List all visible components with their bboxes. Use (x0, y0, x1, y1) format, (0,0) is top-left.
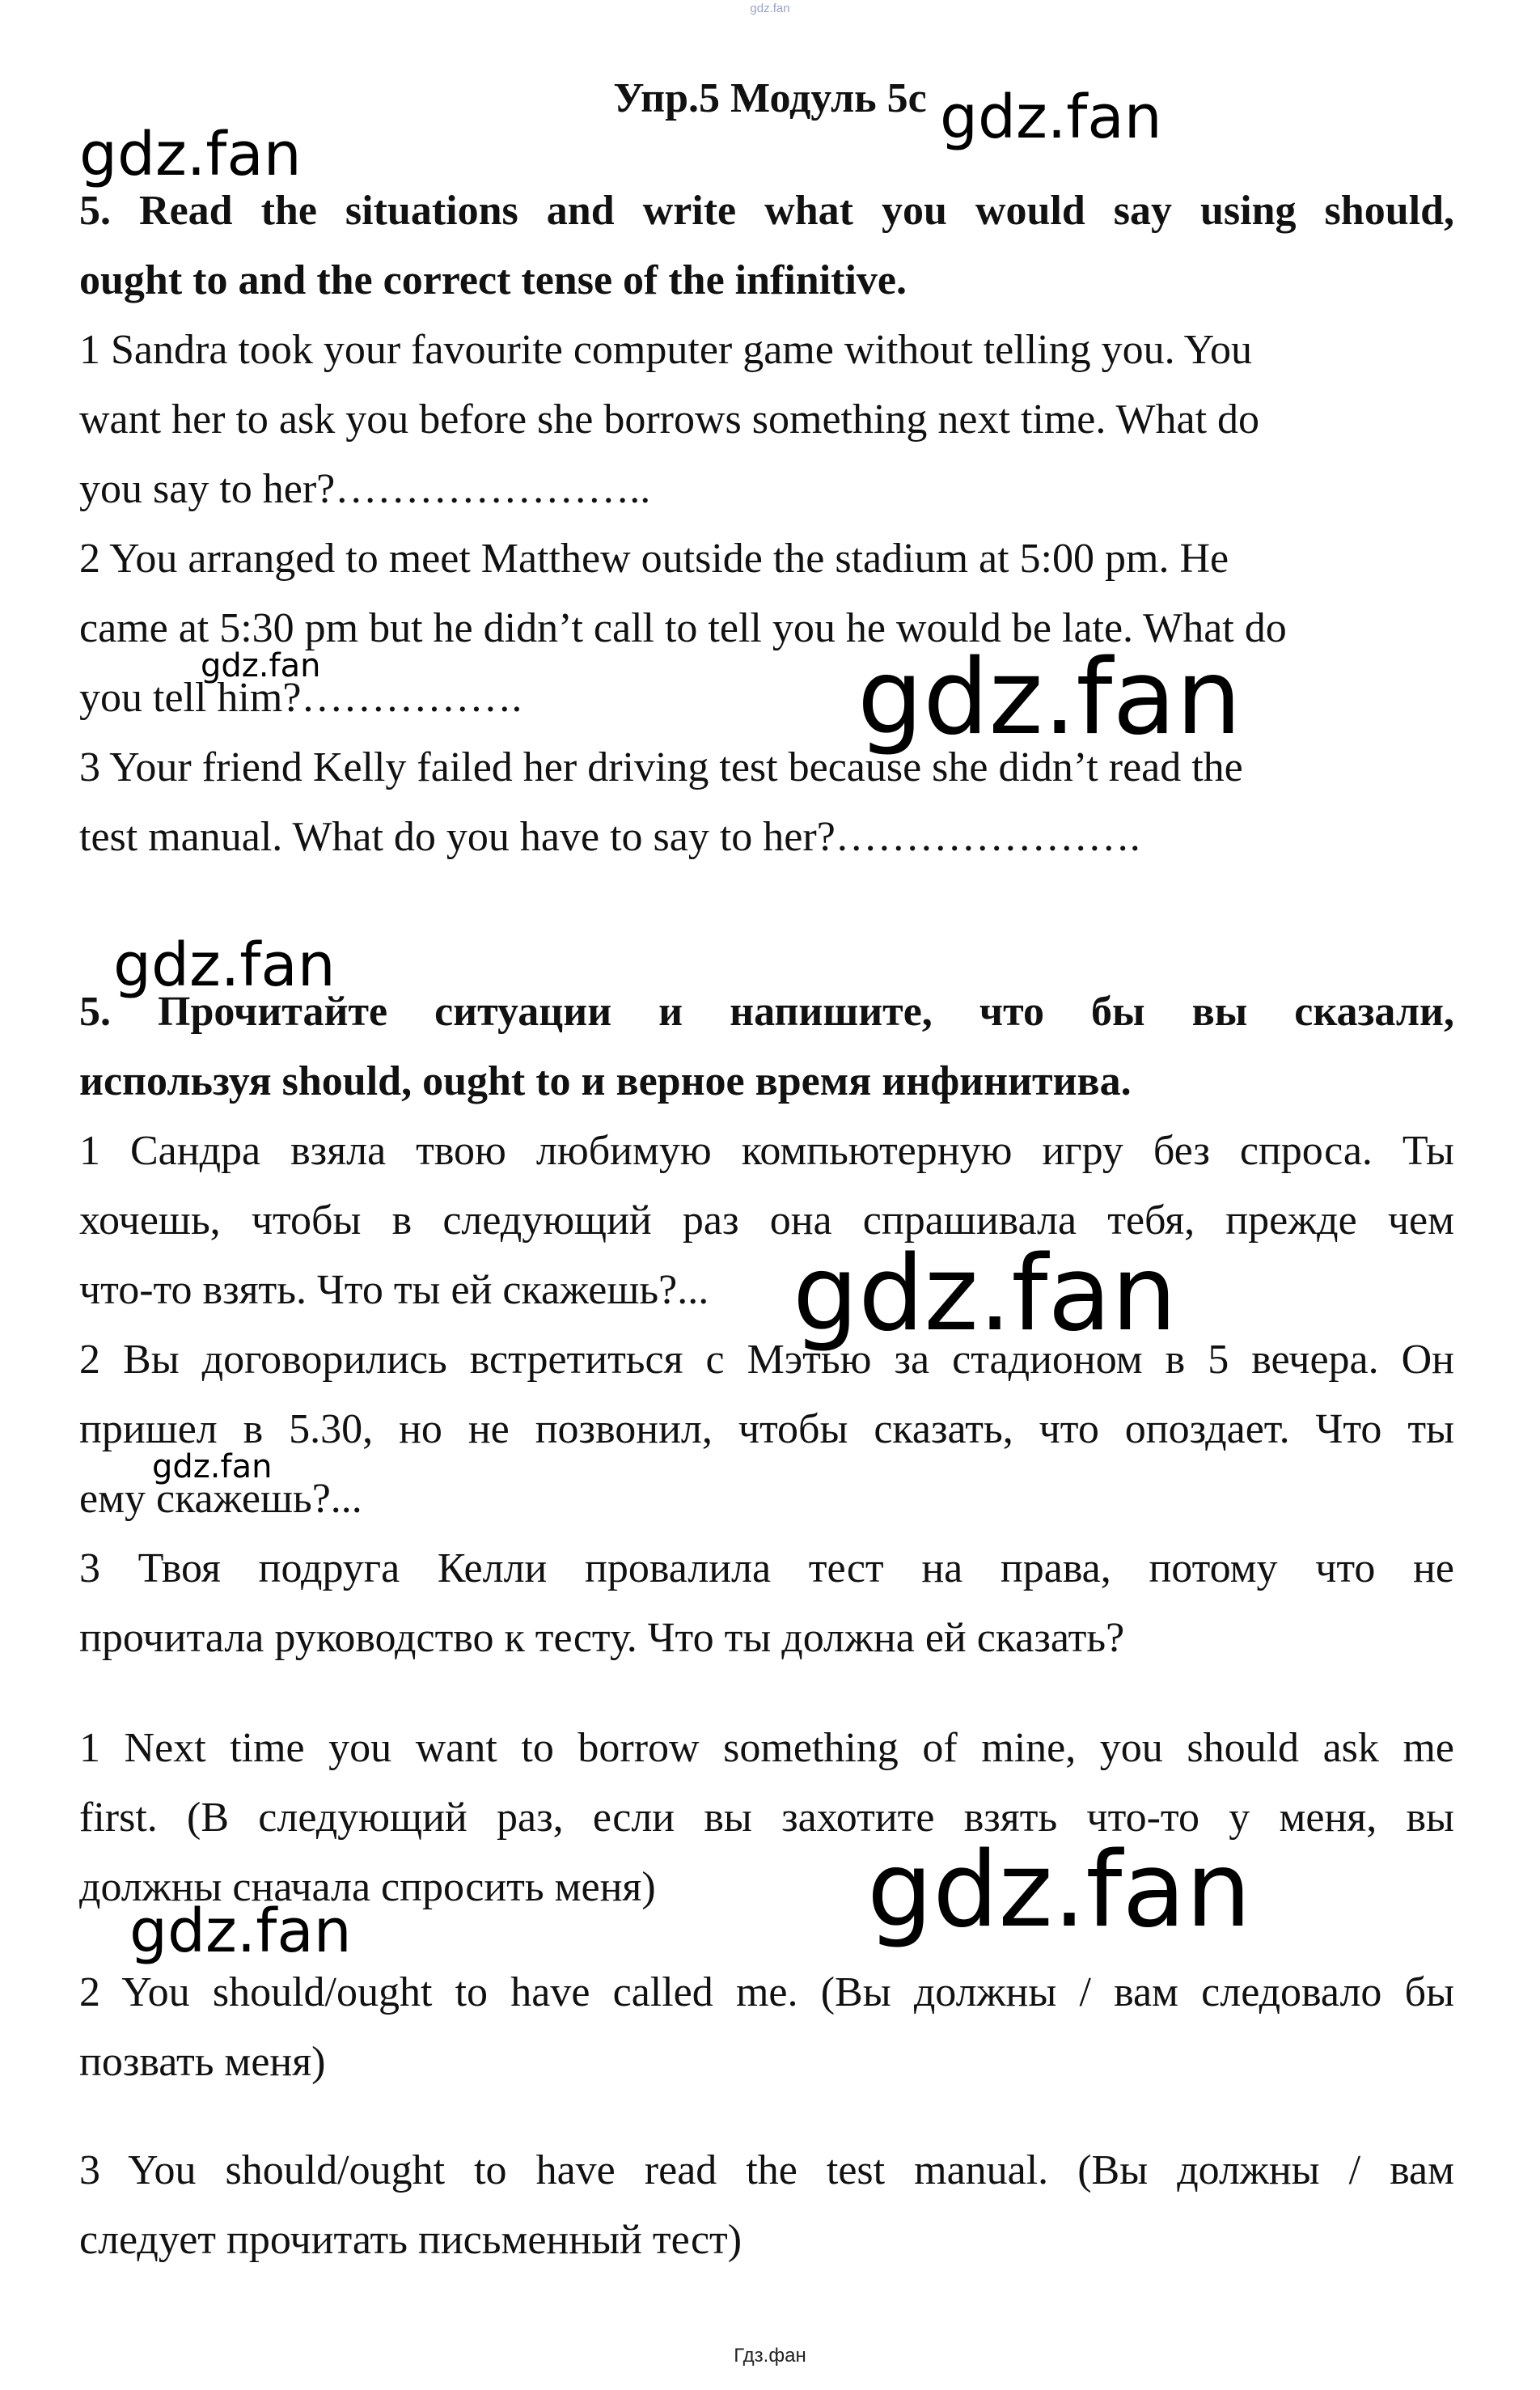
answer-1-line: должны сначала спросить меня) (79, 1864, 656, 1910)
watermark: gdz.fan (867, 1830, 1251, 1951)
english-task-line: 2 You arranged to meet Matthew outside the stadium at 5:00 pm. He (79, 536, 1229, 582)
watermark: gdz.fan (79, 120, 302, 189)
russian-task-line: пришел в 5.30, но не позвонил, чтобы сказать, что опоздает. Что ты (79, 1406, 1454, 1452)
russian-task-line: 3 Твоя подруга Келли провалила тест на права, потому что не (79, 1545, 1454, 1591)
answer-3-line: 3 You should/ought to have read the test manual. (Вы должны / вам (79, 2147, 1454, 2193)
russian-task-heading-line-1: 5. Прочитайте ситуации и напишите, что бы вы сказали, (79, 989, 1454, 1035)
watermark: gdz.fan (857, 638, 1242, 758)
page-title: Упр.5 Модуль 5с (613, 75, 927, 121)
english-task-line: 1 Sandra took your favourite computer game without telling you. You (79, 327, 1253, 373)
english-task-line: test manual. What do you have to say to her?…………………. (79, 814, 1140, 860)
answer-2-line: 2 You should/ought to have called me. (Вы должны / вам следовало бы (79, 1969, 1454, 2015)
english-task-line: you tell him?……………. (79, 675, 522, 721)
english-task-line: want her to ask you before she borrows something next time. What do (79, 396, 1260, 443)
watermark: gdz.fan (201, 647, 321, 684)
russian-task-heading-line-2: используя should, ought to и верное время инфинитива. (79, 1058, 1132, 1104)
watermark: gdz.fan (940, 83, 1162, 152)
russian-task-line: 2 Вы договорились встретиться с Мэтью за стадионом в 5 вечера. Он (79, 1337, 1454, 1383)
russian-task-line: ему скажешь?... (79, 1476, 362, 1522)
watermark: gdz.fan (152, 1448, 273, 1485)
english-task-heading-line-1: 5. Read the situations and write what you would say using should, (79, 188, 1454, 234)
russian-task-line: что-то взять. Что ты ей скажешь?... (79, 1267, 709, 1313)
answer-1-line: 1 Next time you want to borrow something of mine, you should ask me (79, 1725, 1454, 1771)
header-watermark: gdz.fan (750, 2, 790, 15)
answer-2-line: позвать меня) (79, 2039, 326, 2085)
english-task-line: you say to her?………………….. (79, 466, 651, 512)
russian-task-line: прочитала руководство к тесту. Что ты должна ей сказать? (79, 1615, 1125, 1661)
footer-text: Гдз.фан (734, 2345, 806, 2367)
watermark: gdz.fan (113, 930, 336, 1000)
english-task-line: came at 5:30 pm but he didn’t call to tell you he would be late. What do (79, 605, 1287, 651)
answer-3-line: следует прочитать письменный тест) (79, 2217, 742, 2263)
russian-task-line: хочешь, чтобы в следующий раз она спрашивала тебя, прежде чем (79, 1197, 1454, 1244)
answer-1-line: first. (В следующий раз, если вы захотите взять что-то у меня, вы (79, 1795, 1454, 1841)
english-task-heading-line-2: ought to and the correct tense of the infinitive. (79, 257, 908, 303)
english-task-line: 3 Your friend Kelly failed her driving test because she didn’t read the (79, 744, 1243, 790)
watermark: gdz.fan (793, 1234, 1177, 1354)
watermark: gdz.fan (129, 1896, 352, 1966)
russian-task-line: 1 Сандра взяла твою любимую компьютерную игру без спроса. Ты (79, 1128, 1454, 1174)
